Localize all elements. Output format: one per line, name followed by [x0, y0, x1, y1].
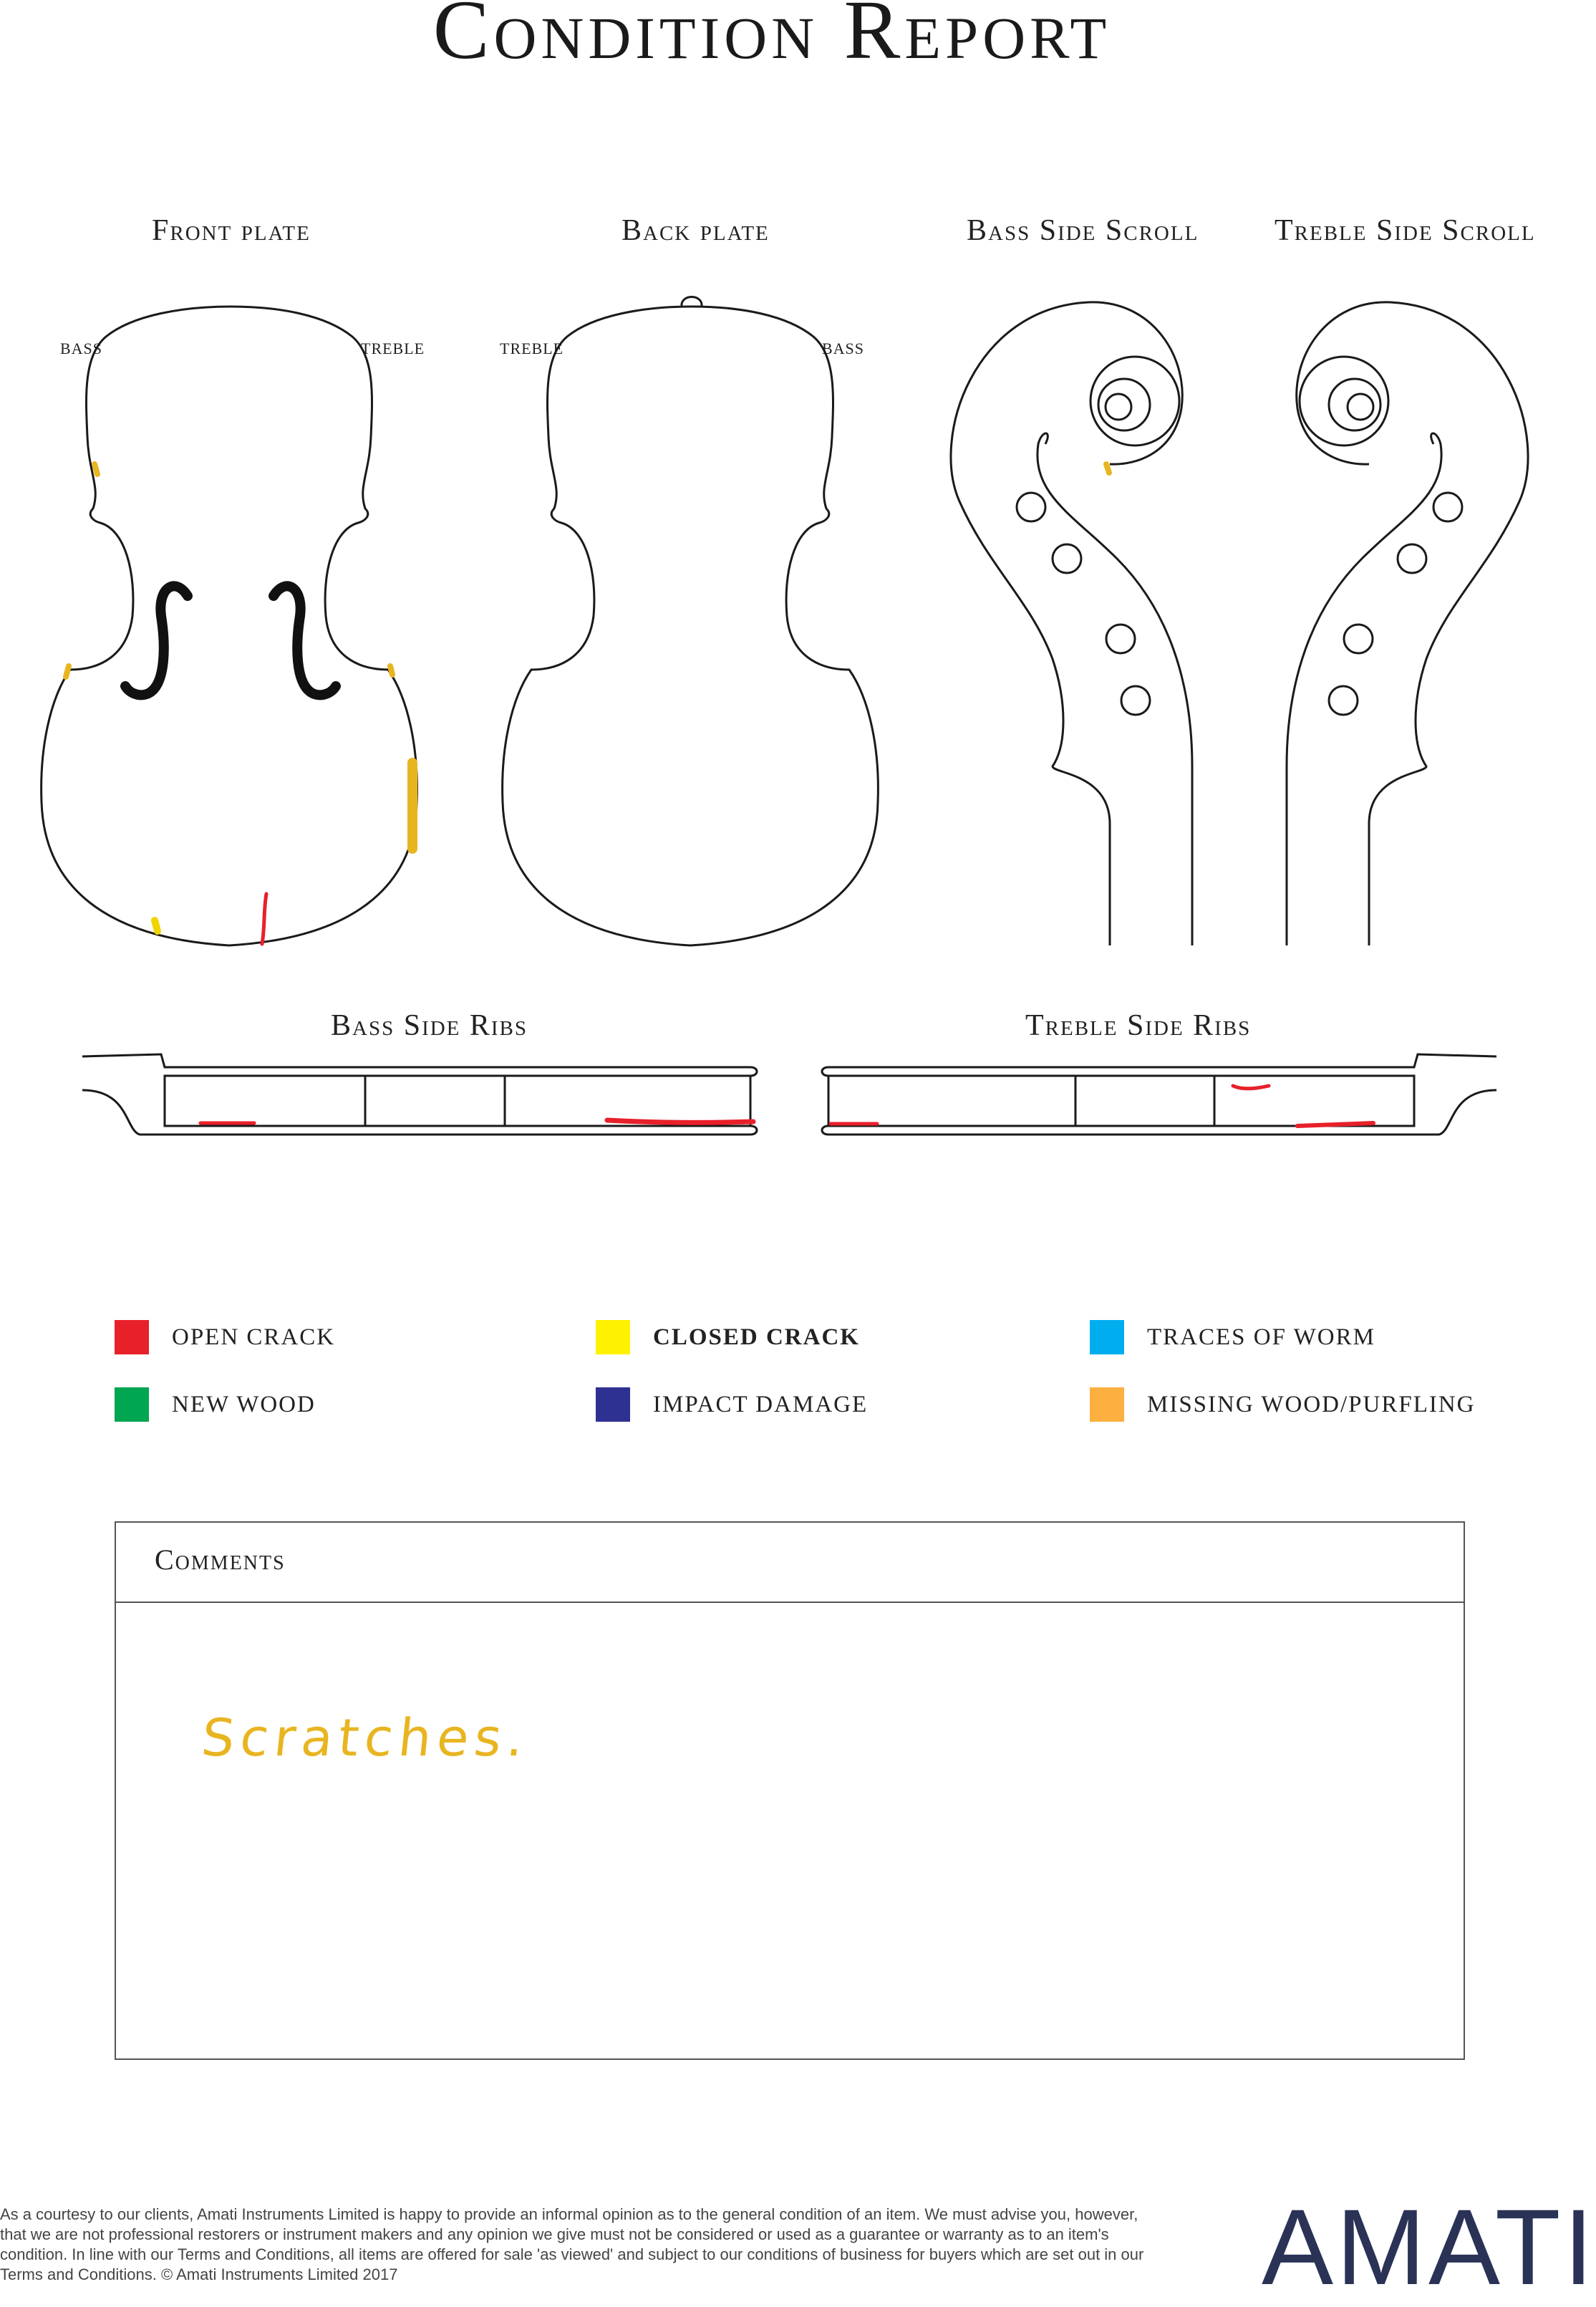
- legend-label: TRACES OF WORM: [1147, 1324, 1375, 1350]
- legend-swatch: [596, 1387, 630, 1422]
- front-treble-label: TREBLE: [361, 339, 425, 357]
- back-bass-label: BASS: [822, 339, 865, 357]
- disclaimer-text: As a courtesy to our clients, Amati Instruments Limited is happy to provide an informal opinion as to the general condition of an item. We must advise you, however, that we are not professional restorers or instrument makers and any opinion we give must not be considered or used as a guarantee or warranty as to an item's condition. In line with our Terms and Conditions, all items are offered for sale 'as viewed' and subject to our conditions of business for buyers which are set out in our Terms and Conditions. © Amati Instruments Limited 2017: [0, 2205, 1144, 2283]
- damage-marks: [66, 464, 1373, 1126]
- back-plate-label: Back plate: [622, 214, 770, 247]
- legend-swatch: [115, 1387, 149, 1422]
- front-bass-label: BASS: [60, 339, 103, 357]
- comments-text: Scratches.: [198, 1708, 533, 1768]
- legend-swatch: [596, 1320, 630, 1354]
- comments-header: [116, 1523, 1464, 1603]
- legend-label: NEW WOOD: [172, 1391, 316, 1417]
- legend-label: IMPACT DAMAGE: [653, 1391, 869, 1417]
- comments-label: Comments: [155, 1543, 286, 1576]
- legend-swatch: [115, 1320, 149, 1354]
- legend-label: OPEN CRACK: [172, 1324, 336, 1350]
- legend-closed-crack: [596, 1320, 860, 1354]
- legend-traces-of-worm: [1090, 1320, 1375, 1354]
- legend-label: MISSING WOOD/PURFLING: [1147, 1391, 1476, 1417]
- comments-box: [115, 1521, 1465, 2060]
- legend-label: CLOSED CRACK: [653, 1324, 860, 1350]
- legend-missing-wood-purfling: [1090, 1387, 1476, 1422]
- f-holes: [125, 586, 336, 695]
- legend-swatch: [1090, 1320, 1124, 1354]
- back-treble-label: TREBLE: [500, 339, 564, 357]
- bass-side-ribs-label: Bass Side Ribs: [331, 1009, 528, 1042]
- bass-scroll-outline: [951, 302, 1182, 945]
- bass-side-scroll-label: Bass Side Scroll: [967, 214, 1199, 247]
- treble-ribs-outline: [822, 1054, 1496, 1135]
- page-title: Condition Report: [432, 0, 1111, 77]
- legend-new-wood: [115, 1387, 316, 1422]
- back-plate-outline: [503, 307, 879, 945]
- treble-side-scroll-label: Treble Side Scroll: [1275, 214, 1536, 247]
- back-plate-button: [682, 297, 702, 307]
- front-plate-outline: [42, 307, 417, 945]
- legend-open-crack: [115, 1320, 335, 1354]
- instrument-diagram: [0, 0, 1544, 1160]
- treble-side-ribs-label: Treble Side Ribs: [1025, 1009, 1252, 1042]
- legend-swatch: [1090, 1387, 1124, 1422]
- treble-scroll-outline: [1297, 302, 1528, 945]
- amati-logo: AMATI: [1262, 2187, 1596, 2307]
- legend-impact-damage: [596, 1387, 868, 1422]
- front-plate-label: Front plate: [152, 214, 311, 247]
